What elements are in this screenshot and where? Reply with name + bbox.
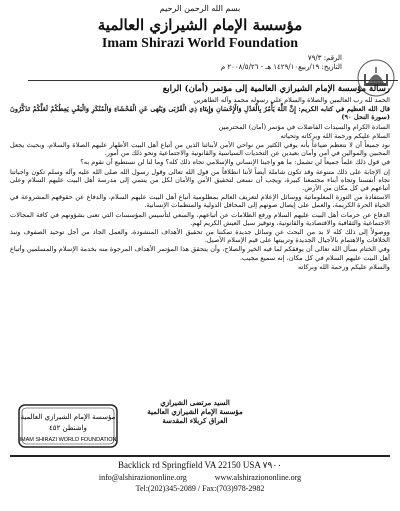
footer-links — [0, 473, 400, 482]
body-paragraph: الاستفادة من الثورة المعلوماتية ووسائل الإعلام لتعريف العالم بمظلومية أتباع أهل البيت عليهم السلام، والدفاع عن حقوقهم المشروعة في الحياة الحرة الكريمة، والعمل على إيصال صوتهم إلى المحافل الدولية والمنظمات الإنسانية. — [10, 193, 390, 210]
signatory-title: مؤسسة الإمام الشيرازي العالمية — [147, 407, 243, 416]
reference-block — [142, 54, 342, 72]
body-paragraph: في قول ذلك علماً جميعاً لن تشمل: ما هو واجبنا الإنساني والإسلامي تجاه ذلك كله؟ وما لنا لن نستطيع أن نقوم به؟ — [80, 158, 390, 167]
body-paragraph: إن الإجابة على ذلك متنوعة وقد تكون شاملة أيضاً لأننا انطلاقاً من قول الله تعالى وقول رسول الله صلى الله عليه وآله وسلم تكون واجباتنا تجاه أنفسنا وتجاه أبناء مجتمعنا كبيرة، ويجب أن نسعى لتحقيق الأمن والأمان لكل من ينتمي إلى مدرسة أهل البيت عليهم السلام وعلى أتباعهم في كل مكان من الأرض. — [10, 167, 390, 193]
organization-name-english: Imam Shirazi World Foundation — [101, 36, 299, 51]
basmala: بسم الله الرحمن الرحيم — [159, 4, 241, 13]
footer-divider — [10, 455, 390, 457]
closing: والسلام عليكم ورحمة الله وبركاته — [298, 262, 390, 271]
official-stamp — [18, 404, 118, 448]
footer-website[interactable]: www.alshiraziononline.org — [214, 473, 302, 482]
greeting: الحمد لله رب العالمين والصلاة والسلام على رسوله محمد وآله الطاهرين — [193, 96, 390, 104]
body-paragraph: نود جميعاً أن لا نتعظم ضياعاً بأنه يوفي الكثير من نواحي الأمن لأبنائنا الذين من أتباع أهل البيت الأطهار عليهم الصلاة والسلام، وبحيث يجعل المحبين والموالين في أمن وأمان بعيدين عن التحديات السياسية والقانونية والاجتماعية ونحو ذلك من أمور. — [10, 141, 390, 158]
reference-date: التاريخ: ١٩/ربيع١٤٢٩/١٠ هـ - ٢٠٠٨/٥/٢٦ م — [220, 63, 342, 71]
salutation: السلام عليكم ورحمة الله وبركاته وتحياته — [280, 131, 390, 140]
addressee: السادة الكرام والسيدات الفاضلات في مؤتمر (أمان) المحترمين — [218, 122, 390, 131]
footer-email[interactable]: info@alshiraziononline.org — [98, 473, 187, 482]
organization-name-arabic: مؤسسة الإمام الشيرازي العالمية — [97, 16, 303, 34]
footer — [0, 460, 400, 493]
footer-address: Backlick rd Springfield VA 22150 USA ٧٩٠٠ — [117, 460, 282, 470]
signatory-place: العراق كربلاء المقدسة — [162, 416, 228, 425]
body-paragraph: وفي الختام نسأل الله تعالى أن يوفقكم لما فيه الخير والصلاح، وأن يتحقق هذا المؤتمر الأهداف المرجوة منه بخدمة الإسلام والمسلمين وأتباع أهل البيت عليهم السلام في كل مكان، إنه سميع مجيب. — [10, 245, 390, 262]
letter-subject: رسالة مؤسسة الإمام الشيرازي العالمية إلى مؤتمر (أمان) الرابع — [162, 84, 390, 94]
stamp-line-3: IMAM SHIRAZI WORLD FOUNDATION — [19, 437, 117, 443]
quran-quote: قال الله العظيم في كتابه الكريم: إِنَّ اللَّهَ يَأْمُرُ بِالْعَدْلِ وَالْإِحْسَانِ وَإِيتَاءِ ذِي الْقُرْبَى وَيَنْهَى عَنِ الْفَحْشَاءِ وَالْمُنْكَرِ وَالْبَغْيِ يَعِظُكُمْ لَعَلَّكُمْ تَذَكَّرُونَ (سورة النحل ٩٠) — [10, 105, 390, 122]
body-paragraph: الدفاع عن حرمات أهل البيت عليهم السلام ورفع الظلامات عن أتباعهم، والسعي لتأسيس المؤسسات التي تعنى بشؤونهم في كافة المجالات الاجتماعية والثقافية والاقتصادية والقانونية، وتوفير سبل العيش الكريم لهم. — [10, 210, 390, 227]
header-divider — [28, 80, 398, 81]
stamp-line-1: مؤسسة الإمام الشيرازي العالمية — [20, 413, 116, 421]
body-paragraph: ووصولاً إلى ذلك كله لا بد من البحث عن وسائل جديدة تمكننا من تحقيق الأهداف المنشودة، والعمل الجاد من أجل توحيد الصفوف ونبذ الخلافات والاهتمام بالأجيال الجديدة وتربيتها على قيم الإسلام الأصيل. — [10, 228, 390, 245]
stamp-line-2: واشنطن ٤٥٢ — [49, 424, 87, 432]
signature-block — [140, 398, 250, 425]
reference-number: الرقم: ٧٩/٣ — [307, 54, 342, 62]
signatory-name: السيد مرتضى الشيرازي — [160, 398, 230, 407]
footer-phone: Tel:(202)345-2089 / Fax:(703)978-2982 — [135, 484, 265, 493]
letter-body — [10, 96, 390, 272]
